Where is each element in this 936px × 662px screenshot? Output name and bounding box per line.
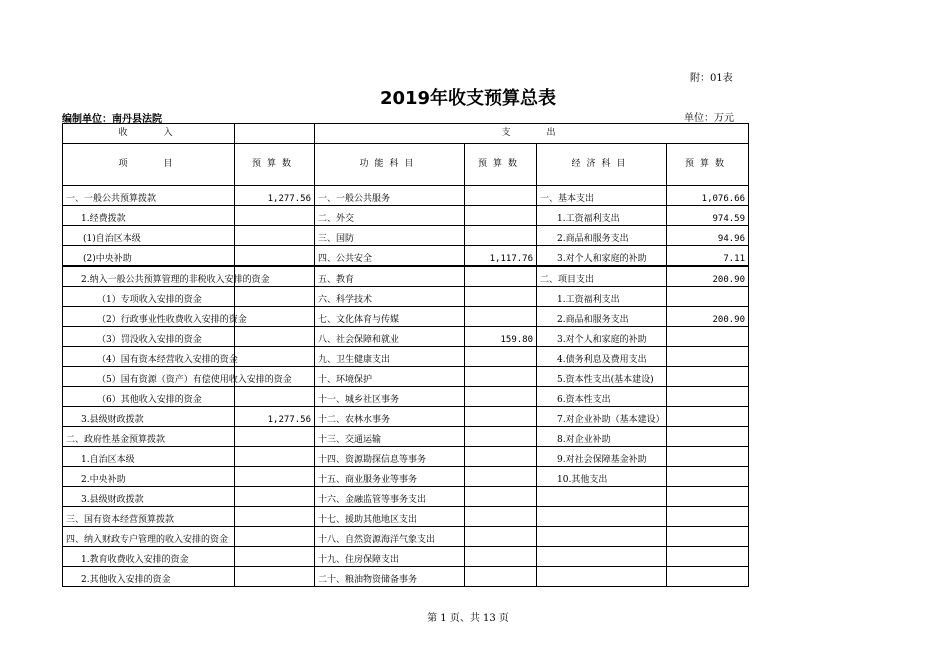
func-budget bbox=[465, 427, 537, 447]
income-item: 四、纳入财政专户管理的收入安排的资金 bbox=[63, 527, 235, 547]
econ-item: 6.资本性支出 bbox=[537, 387, 667, 407]
func-item: 八、社会保障和就业 bbox=[315, 327, 465, 347]
table-row bbox=[63, 307, 749, 327]
func-budget bbox=[465, 347, 537, 367]
func-budget bbox=[465, 447, 537, 467]
income-item: 1.自治区本级 bbox=[63, 447, 235, 467]
table-row bbox=[63, 507, 749, 527]
func-budget bbox=[465, 387, 537, 407]
income-item: （1）专项收入安排的资金 bbox=[63, 287, 235, 307]
func-header: 功能科目 bbox=[315, 144, 465, 186]
func-item: 十五、商业服务业等事务 bbox=[315, 467, 465, 487]
func-item: 十三、交通运输 bbox=[315, 427, 465, 447]
func-item: 六、科学技术 bbox=[315, 287, 465, 307]
func-item: 十九、住房保障支出 bbox=[315, 547, 465, 567]
func-item: 十二、农林水事务 bbox=[315, 407, 465, 427]
econ-budget bbox=[667, 467, 749, 487]
income-budget bbox=[235, 287, 315, 307]
org-label: 编制单位：南丹县法院 bbox=[62, 114, 162, 125]
income-item: (2)中央补助 bbox=[63, 246, 235, 267]
income-item: 二、政府性基金预算拨款 bbox=[63, 427, 235, 447]
income-item: （4）国有资本经营收入安排的资金 bbox=[63, 347, 235, 367]
income-budget bbox=[235, 487, 315, 507]
table-row bbox=[63, 186, 749, 206]
func-item: 九、卫生健康支出 bbox=[315, 347, 465, 367]
econ-item: 3.对个人和家庭的补助 bbox=[537, 327, 667, 347]
econ-budget: 974.59 bbox=[667, 206, 749, 226]
econ-item: 5.资本性支出(基本建设) bbox=[537, 367, 667, 387]
econ-budget: 7.11 bbox=[667, 246, 749, 267]
income-item: 2.其他收入安排的资金 bbox=[63, 567, 235, 587]
econ-budget: 1,076.66 bbox=[667, 186, 749, 206]
item-header: 项 目 bbox=[63, 144, 235, 186]
income-item: 3.县级财政拨款 bbox=[63, 407, 235, 427]
econ-budget: 94.96 bbox=[667, 226, 749, 246]
income-budget-header: 预算数 bbox=[235, 144, 315, 186]
func-item: 一、一般公共服务 bbox=[315, 186, 465, 206]
econ-item: 8.对企业补助 bbox=[537, 427, 667, 447]
econ-item: 10.其他支出 bbox=[537, 467, 667, 487]
econ-budget bbox=[667, 507, 749, 527]
income-budget bbox=[235, 206, 315, 226]
func-budget bbox=[465, 367, 537, 387]
econ-item: 7.对企业补助（基本建设） bbox=[537, 407, 667, 427]
econ-budget: 200.90 bbox=[667, 307, 749, 327]
table-row bbox=[63, 447, 749, 467]
unit-label: 单位：万元 bbox=[684, 113, 734, 124]
income-item: 一、一般公共预算拨款 bbox=[63, 186, 235, 206]
econ-item bbox=[537, 527, 667, 547]
income-item: 3.县级财政拨款 bbox=[63, 487, 235, 507]
econ-budget bbox=[667, 407, 749, 427]
func-item: 二十、粮油物资储备事务 bbox=[315, 567, 465, 587]
func-budget bbox=[465, 226, 537, 246]
page-title: 2019年收支预算总表 bbox=[379, 88, 557, 109]
func-budget bbox=[465, 567, 537, 587]
income-budget bbox=[235, 527, 315, 547]
func-budget bbox=[465, 266, 537, 287]
econ-item bbox=[537, 507, 667, 527]
income-item: （5）国有资源（资产）有偿使用收入安排的资金 bbox=[63, 367, 235, 387]
func-budget bbox=[465, 527, 537, 547]
func-budget-header: 预算数 bbox=[465, 144, 537, 186]
func-budget: 159.80 bbox=[465, 327, 537, 347]
table-row bbox=[63, 327, 749, 347]
econ-budget bbox=[667, 287, 749, 307]
func-item: 四、公共安全 bbox=[315, 246, 465, 267]
table-row bbox=[63, 387, 749, 407]
income-budget bbox=[235, 567, 315, 587]
income-header-blank bbox=[235, 124, 315, 144]
func-budget bbox=[465, 487, 537, 507]
income-header: 收 入 bbox=[63, 124, 235, 144]
table-row bbox=[63, 226, 749, 246]
table-row bbox=[63, 287, 749, 307]
func-item: 十、环境保护 bbox=[315, 367, 465, 387]
econ-budget bbox=[667, 387, 749, 407]
econ-item: 9.对社会保障基金补助 bbox=[537, 447, 667, 467]
table-row bbox=[63, 487, 749, 507]
income-budget bbox=[235, 246, 315, 267]
func-budget bbox=[465, 407, 537, 427]
budget-table bbox=[62, 123, 749, 587]
func-budget: 1,117.76 bbox=[465, 246, 537, 267]
econ-item: 3.对个人和家庭的补助 bbox=[537, 246, 667, 267]
econ-budget bbox=[667, 427, 749, 447]
table-row bbox=[63, 567, 749, 587]
income-budget bbox=[235, 427, 315, 447]
income-item: 1.教育收费收入安排的资金 bbox=[63, 547, 235, 567]
table-row bbox=[63, 206, 749, 226]
income-budget bbox=[235, 467, 315, 487]
econ-item: 2.商品和服务支出 bbox=[537, 307, 667, 327]
annex-label: 附：01表 bbox=[690, 73, 733, 84]
func-budget bbox=[465, 206, 537, 226]
econ-item bbox=[537, 567, 667, 587]
econ-budget bbox=[667, 547, 749, 567]
income-item: (1)自治区本级 bbox=[63, 226, 235, 246]
func-budget bbox=[465, 507, 537, 527]
econ-budget bbox=[667, 567, 749, 587]
income-item: 2.纳入一般公共预算管理的非税收入安排的资金 bbox=[63, 266, 235, 287]
econ-budget bbox=[667, 367, 749, 387]
econ-item bbox=[537, 547, 667, 567]
func-budget bbox=[465, 547, 537, 567]
func-item: 十一、城乡社区事务 bbox=[315, 387, 465, 407]
income-budget bbox=[235, 226, 315, 246]
table-row bbox=[63, 367, 749, 387]
func-budget bbox=[465, 287, 537, 307]
econ-budget: 200.90 bbox=[667, 266, 749, 287]
income-budget bbox=[235, 387, 315, 407]
econ-budget bbox=[667, 527, 749, 547]
table-row bbox=[63, 266, 749, 287]
econ-item: 2.商品和服务支出 bbox=[537, 226, 667, 246]
func-item: 五、教育 bbox=[315, 266, 465, 287]
income-budget: 1,277.56 bbox=[235, 407, 315, 427]
table-row bbox=[63, 467, 749, 487]
func-item: 十七、援助其他地区支出 bbox=[315, 507, 465, 527]
econ-item: 1.工资福利支出 bbox=[537, 206, 667, 226]
table-row bbox=[63, 246, 749, 267]
func-item: 三、国防 bbox=[315, 226, 465, 246]
income-budget bbox=[235, 447, 315, 467]
page-footer: 第 1 页、共 13 页 bbox=[427, 613, 509, 624]
income-item: 2.中央补助 bbox=[63, 467, 235, 487]
econ-budget bbox=[667, 327, 749, 347]
func-item: 十八、自然资源海洋气象支出 bbox=[315, 527, 465, 547]
econ-budget-header: 预算数 bbox=[667, 144, 749, 186]
func-item: 七、文化体育与传媒 bbox=[315, 307, 465, 327]
econ-item: 二、项目支出 bbox=[537, 266, 667, 287]
econ-budget bbox=[667, 447, 749, 467]
income-item: （3）罚没收入安排的资金 bbox=[63, 327, 235, 347]
table-row bbox=[63, 427, 749, 447]
income-budget bbox=[235, 547, 315, 567]
econ-item: 4.债务利息及费用支出 bbox=[537, 347, 667, 367]
econ-item bbox=[537, 487, 667, 507]
expense-header: 支 出 bbox=[315, 124, 749, 144]
econ-item: 1.工资福利支出 bbox=[537, 287, 667, 307]
income-item: 三、国有资本经营预算拨款 bbox=[63, 507, 235, 527]
econ-item: 一、基本支出 bbox=[537, 186, 667, 206]
income-budget bbox=[235, 347, 315, 367]
income-item: （6）其他收入安排的资金 bbox=[63, 387, 235, 407]
econ-budget bbox=[667, 347, 749, 367]
income-item: （2）行政事业性收费收入安排的资金 bbox=[63, 307, 235, 327]
table-row bbox=[63, 407, 749, 427]
econ-header: 经济科目 bbox=[537, 144, 667, 186]
func-budget bbox=[465, 186, 537, 206]
func-budget bbox=[465, 467, 537, 487]
func-item: 十四、资源勘探信息等事务 bbox=[315, 447, 465, 467]
income-item: 1.经费拨款 bbox=[63, 206, 235, 226]
func-item: 十六、金融监管等事务支出 bbox=[315, 487, 465, 507]
func-item: 二、外交 bbox=[315, 206, 465, 226]
income-budget bbox=[235, 507, 315, 527]
econ-budget bbox=[667, 487, 749, 507]
table-row bbox=[63, 347, 749, 367]
income-budget: 1,277.56 bbox=[235, 186, 315, 206]
table-row bbox=[63, 547, 749, 567]
table-row bbox=[63, 527, 749, 547]
func-budget bbox=[465, 307, 537, 327]
income-budget bbox=[235, 327, 315, 347]
